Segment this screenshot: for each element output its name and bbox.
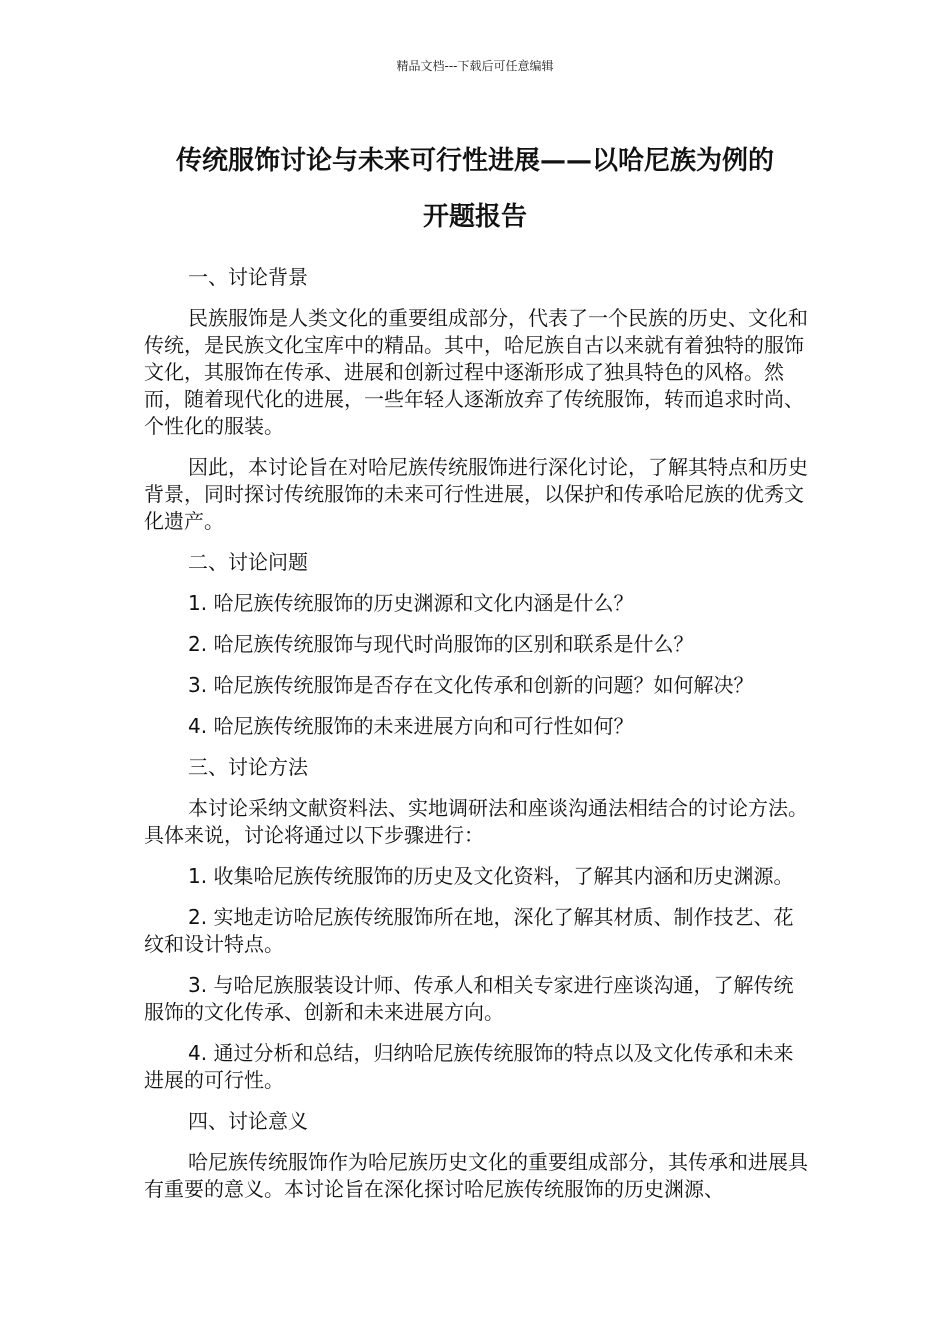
paragraph-significance: 哈尼族传统服饰作为哈尼族历史文化的重要组成部分，其传承和进展具有重要的意义。本讨论旨在深化探讨哈尼族传统服饰的历史渊源、 <box>144 1150 808 1201</box>
question-item-3: 3. 哈尼族传统服饰是否存在文化传承和创新的问题？如何解决？ <box>188 673 754 697</box>
section-heading-background: 一、讨论背景 <box>188 265 308 289</box>
method-step-1: 1. 收集哈尼族传统服饰的历史及文化资料，了解其内涵和历史渊源。 <box>188 864 794 888</box>
paragraph-background-1: 民族服饰是人类文化的重要组成部分，代表了一个民族的历史、文化和传统，是民族文化宝库中的精品。其中，哈尼族自古以来就有着独特的服饰文化，其服饰在传承、进展和创新过程中逐渐形成了独具特色的风格。然而，随着现代化的进展，一些年轻人逐渐放弃了传统服饰，转而追求时尚、个性化的服装。 <box>144 306 808 438</box>
method-step-2: 2. 实地走访哈尼族传统服饰所在地，深化了解其材质、制作技艺、花纹和设计特点。 <box>144 905 794 956</box>
document-title-line-1: 传统服饰讨论与未来可行性进展——以哈尼族为例的 <box>175 146 774 176</box>
paragraph-background-2: 因此，本讨论旨在对哈尼族传统服饰进行深化讨论，了解其特点和历史背景，同时探讨传统服饰的未来可行性进展，以保护和传承哈尼族的优秀文化遗产。 <box>144 455 808 533</box>
section-heading-questions: 二、讨论问题 <box>188 550 308 574</box>
method-step-4: 4. 通过分析和总结，归纳哈尼族传统服饰的特点以及文化传承和未来进展的可行性。 <box>144 1041 794 1092</box>
page-header-note: 精品文档---下载后可任意编辑 <box>396 59 554 73</box>
section-heading-methods: 三、讨论方法 <box>188 755 308 779</box>
document-title-line-2: 开题报告 <box>422 202 527 232</box>
question-item-2: 2. 哈尼族传统服饰与现代时尚服饰的区别和联系是什么？ <box>188 632 694 656</box>
question-item-4: 4. 哈尼族传统服饰的未来进展方向和可行性如何？ <box>188 714 634 738</box>
paragraph-methods-intro: 本讨论采纳文献资料法、实地调研法和座谈沟通法相结合的讨论方法。具体来说，讨论将通过以下步骤进行： <box>144 796 808 847</box>
question-item-1: 1. 哈尼族传统服饰的历史渊源和文化内涵是什么？ <box>188 591 634 615</box>
method-step-3: 3. 与哈尼族服装设计师、传承人和相关专家进行座谈沟通，了解传统服饰的文化传承、创新和未来进展方向。 <box>144 973 794 1024</box>
document-body <box>144 264 810 1217</box>
section-heading-significance: 四、讨论意义 <box>188 1109 308 1133</box>
